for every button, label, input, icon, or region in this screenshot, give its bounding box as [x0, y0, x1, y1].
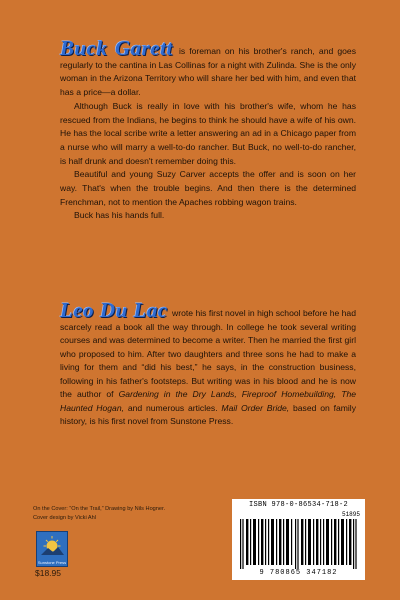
author-bio-text-2: and numerous articles. [127, 402, 218, 413]
isbn-barcode [232, 499, 365, 580]
buck-garett-signature: Buck Garett [60, 36, 173, 60]
cover-design-credit: Cover design by Vicki Ahl [33, 514, 97, 521]
author-bio [60, 298, 357, 429]
publisher-name: Sunstone Press [37, 559, 67, 565]
author-books: Gardening in the Dry Lands, Fireproof Homebuilding, The Haunted Hogan, [60, 389, 356, 413]
book-price: $18.95 [35, 568, 61, 578]
cover-credits [33, 505, 233, 522]
blurb-paragraph-3: Beautiful and young Suzy Carver accepts the offer and is soon on her way. That's when the trouble begins. And then there is the determined Frenchman, not to mention the Apaches robbing wagon trains. [60, 169, 356, 207]
barcode-bars [238, 519, 359, 569]
blurb-paragraph-1: is foreman on his brother's ranch, and goes regularly to the cantina in Las Collinas for a night with Zulinda. She is the only woman in the Arizona Territory who will share her bed with him, and even that has a price—a dollar. [60, 46, 357, 98]
cover-art-credit: On the Cover: “On the Trail,” Drawing by Nils Hogner. [33, 506, 166, 512]
sunstone-press-logo [36, 531, 68, 567]
author-bio-text-3: based on family history, is his first novel from Sunstone Press. [60, 402, 357, 426]
book-blurb [60, 36, 357, 223]
blurb-paragraph-2: Although Buck is really in love with his brother's wife, whom he has rescued from the Indians, he begins to think he should have a wife of his own. He has the local scribe write a letter answering an ad in a Chicago paper from a nurse who will marry a well-to-do rancher. But Buck, no well-to-do rancher, is half drunk and doesn't remember doing this. [60, 100, 356, 166]
author-bio-text-1: wrote his first novel in high school before he had scarcely read a book all the way through. In college he took several writing courses and was determined to become a writer. Then he married the first girl who proposed to him. After two daughters and three sons he had to make a living for them and “did his best,” he says, in the construction business, following in his father's footsteps. But writing was in his blood and he is now the author of [60, 308, 356, 399]
leo-du-lac-signature: Leo Du Lac [60, 298, 168, 322]
book-title: Mail Order Bride, [221, 402, 290, 413]
blurb-paragraph-4: Buck has his hands full. [74, 210, 165, 221]
barcode-price-code: 51895 [341, 511, 360, 518]
isbn-text: ISBN 978-0-86534-718-2 [248, 501, 348, 509]
barcode-digits: 9 780865 347182 [259, 569, 338, 577]
